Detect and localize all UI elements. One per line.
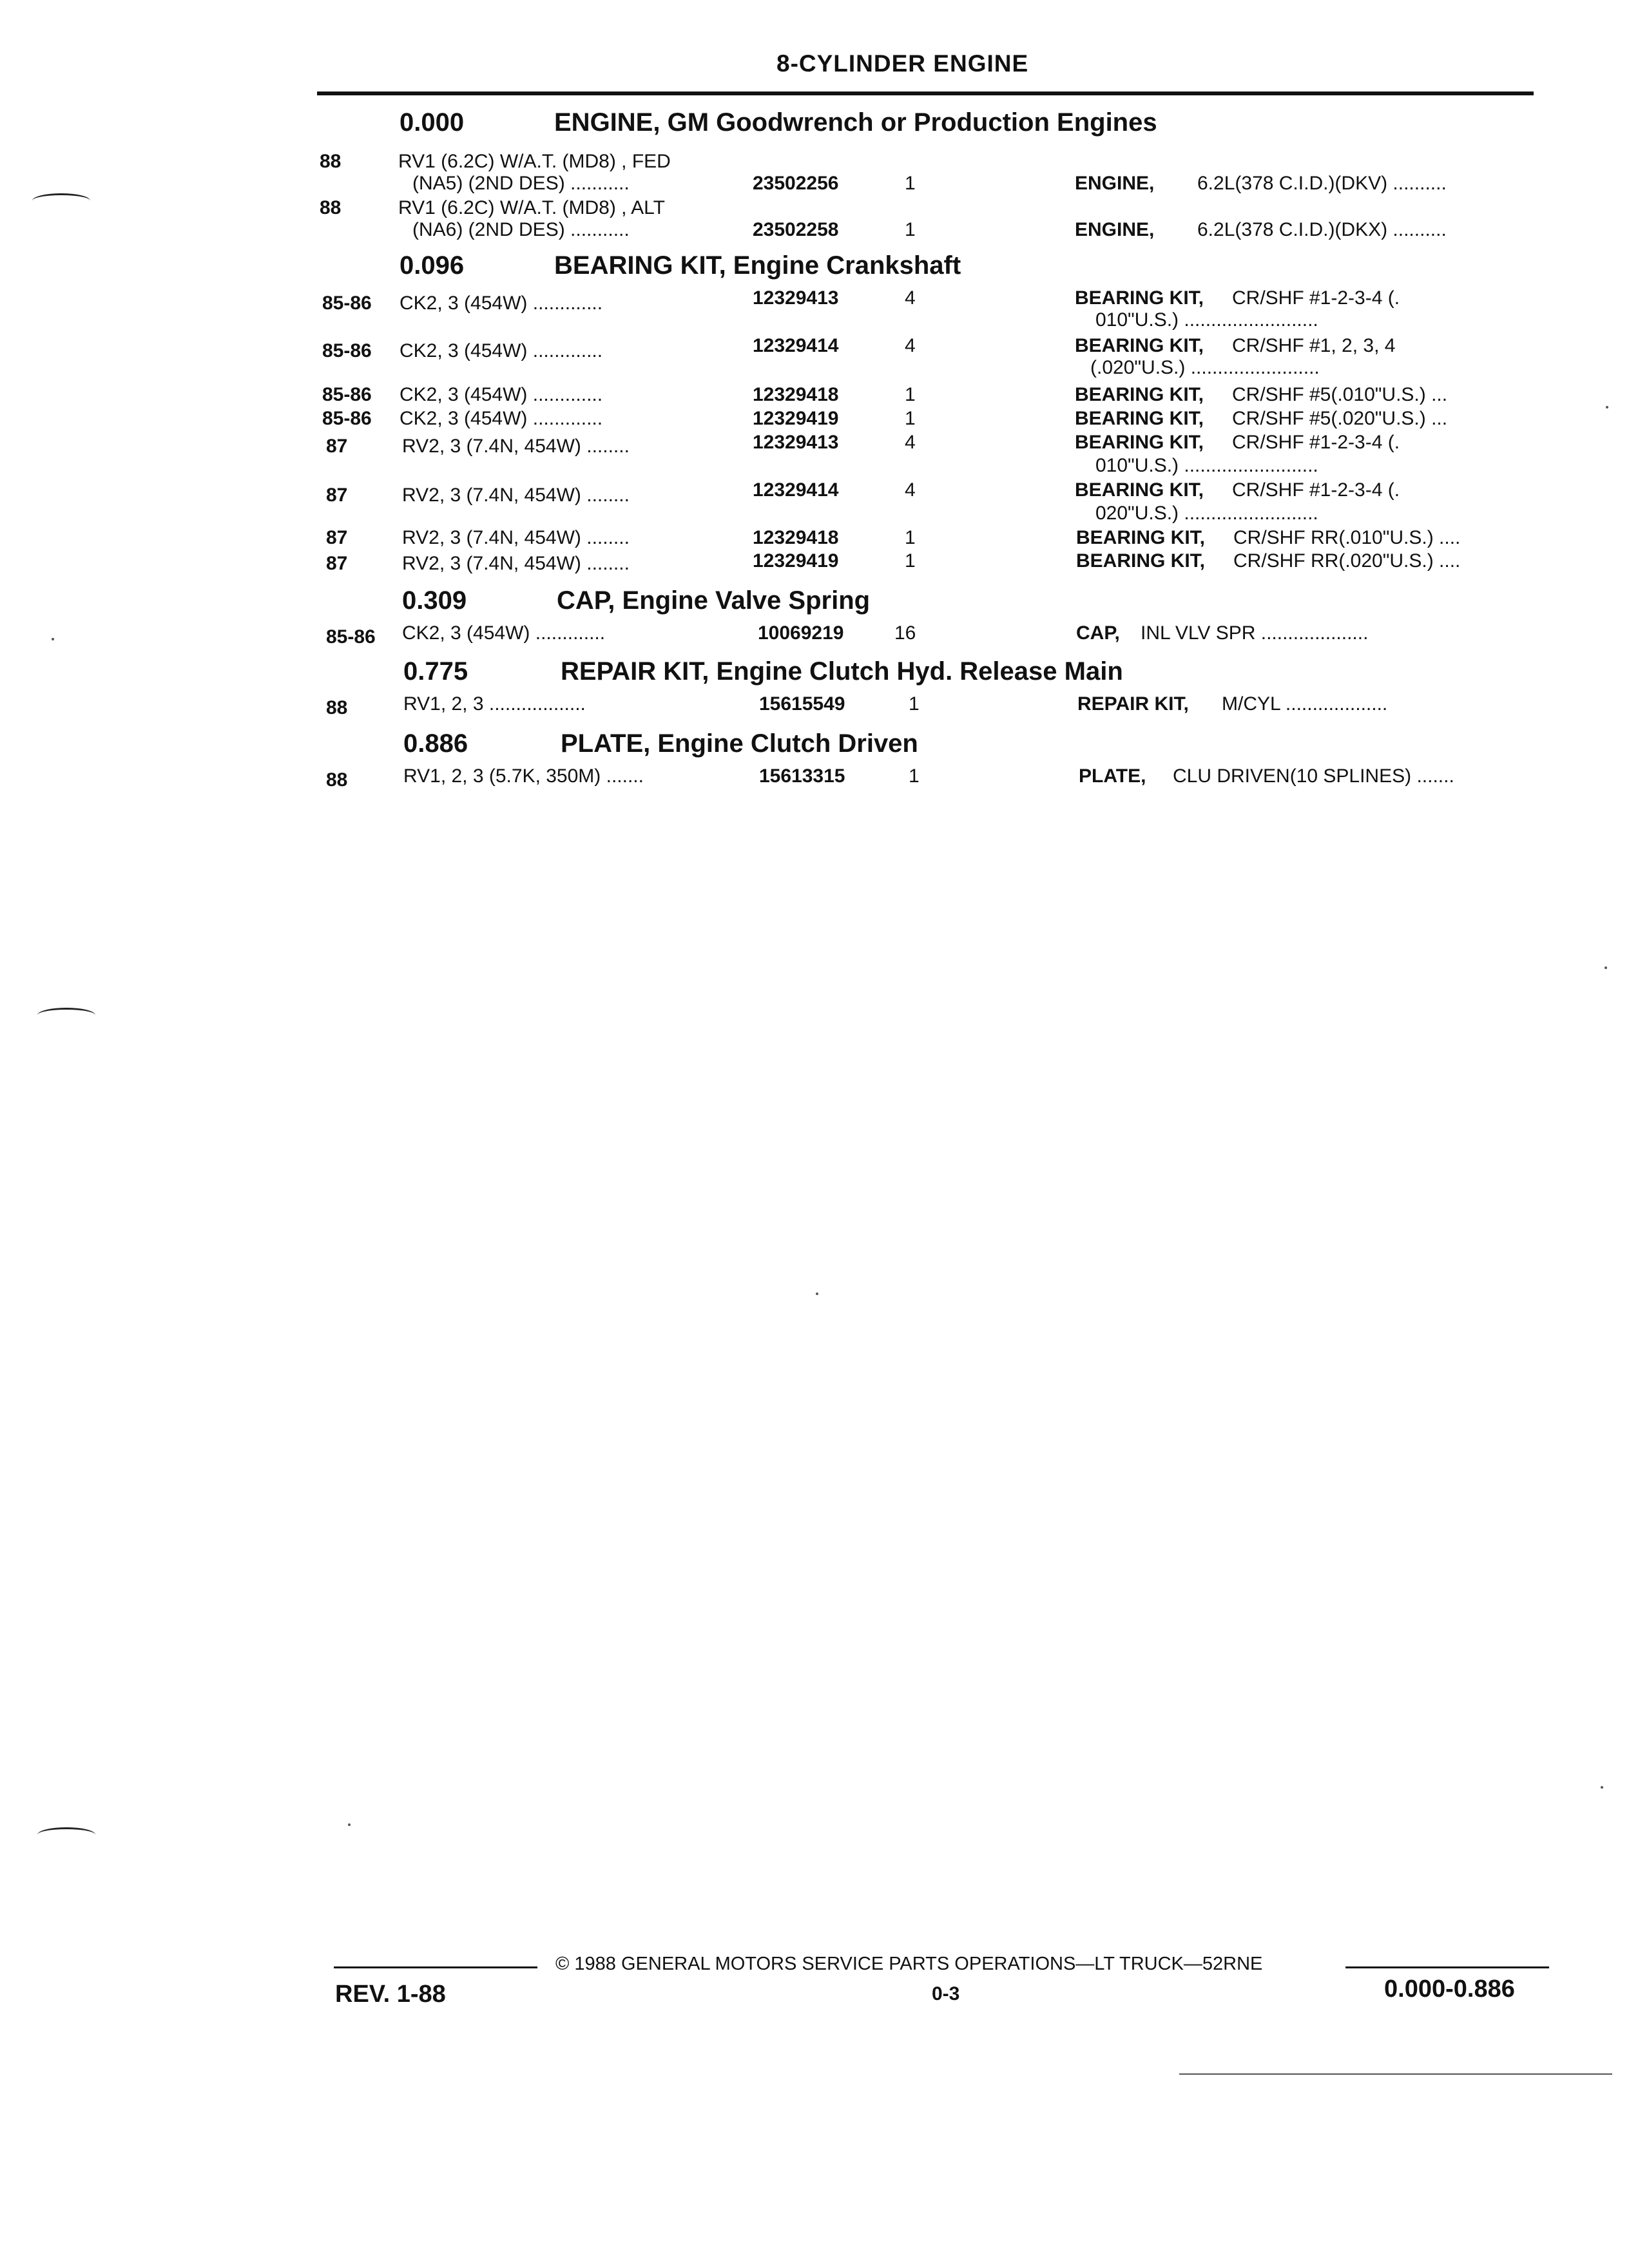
year-cell: 87	[326, 436, 348, 457]
desc-detail-cont: (.020"U.S.) ........................	[1090, 357, 1320, 378]
year-cell: 88	[326, 769, 348, 791]
binder-hole-mark	[37, 1827, 95, 1842]
table-row	[0, 527, 1629, 553]
year-cell: 85-86	[322, 408, 372, 429]
section-number: 0.000	[400, 108, 465, 137]
desc-name: BEARING KIT,	[1075, 432, 1204, 453]
footer-rule-left	[334, 1966, 537, 1968]
desc-name: BEARING KIT,	[1075, 384, 1204, 405]
desc-name: ENGINE,	[1075, 173, 1155, 194]
model-cell: RV2, 3 (7.4N, 454W) ........	[402, 553, 630, 574]
section-title: PLATE, Engine Clutch Driven	[561, 729, 918, 758]
desc-detail: CR/SHF #1-2-3-4 (.	[1232, 479, 1400, 501]
desc-name: CAP,	[1076, 622, 1120, 644]
desc-detail: CR/SHF #1-2-3-4 (.	[1232, 432, 1400, 453]
scan-edge-line	[1179, 2073, 1612, 2075]
desc-detail: INL VLV SPR ....................	[1141, 622, 1369, 644]
desc-detail: 6.2L(378 C.I.D.)(DKV) ..........	[1197, 173, 1447, 194]
desc-name: BEARING KIT,	[1076, 550, 1206, 572]
qty-cell: 1	[905, 550, 916, 572]
desc-detail: 6.2L(378 C.I.D.)(DKX) ..........	[1197, 219, 1447, 240]
page-range: 0.000-0.886	[1384, 1975, 1515, 2003]
binder-hole-mark	[32, 193, 90, 208]
model-cell: RV1 (6.2C) W/A.T. (MD8) , ALT	[398, 197, 665, 218]
part-number: 12329419	[753, 408, 839, 429]
table-row	[0, 622, 1629, 648]
part-number: 12329418	[753, 384, 839, 405]
year-cell: 87	[326, 527, 348, 548]
qty-cell: 1	[909, 693, 920, 715]
part-number: 12329413	[753, 287, 839, 309]
desc-name: REPAIR KIT,	[1077, 693, 1189, 715]
qty-cell: 16	[894, 622, 916, 644]
qty-cell: 4	[905, 335, 916, 356]
model-cell: CK2, 3 (454W) .............	[400, 340, 603, 361]
desc-detail: CR/SHF RR(.010"U.S.) ....	[1233, 527, 1461, 548]
section-number: 0.096	[400, 251, 465, 280]
qty-cell: 1	[905, 527, 916, 548]
part-number: 12329418	[753, 527, 839, 548]
section-number: 0.775	[403, 657, 468, 686]
scan-speck	[1601, 1786, 1603, 1789]
table-row	[0, 550, 1629, 576]
desc-name: ENGINE,	[1075, 219, 1155, 240]
page-number: 0-3	[932, 1983, 960, 2004]
table-row	[0, 479, 1629, 524]
qty-cell: 4	[905, 432, 916, 453]
desc-detail: CLU DRIVEN(10 SPLINES) .......	[1173, 765, 1454, 787]
desc-detail: CR/SHF #1, 2, 3, 4	[1232, 335, 1396, 356]
model-cell: RV2, 3 (7.4N, 454W) ........	[402, 485, 630, 506]
year-cell: 88	[326, 697, 348, 718]
year-cell: 87	[326, 485, 348, 506]
table-row	[0, 384, 1629, 410]
model-cell-cont: (NA5) (2ND DES) ...........	[412, 173, 630, 194]
model-cell: RV1 (6.2C) W/A.T. (MD8) , FED	[398, 151, 671, 172]
desc-detail: M/CYL ...................	[1222, 693, 1388, 715]
year-cell: 85-86	[322, 293, 372, 314]
qty-cell: 1	[905, 408, 916, 429]
model-cell: CK2, 3 (454W) .............	[400, 293, 603, 314]
table-row	[0, 197, 1629, 240]
year-cell: 87	[326, 553, 348, 574]
desc-name: BEARING KIT,	[1075, 287, 1204, 309]
section-title: CAP, Engine Valve Spring	[557, 586, 871, 615]
desc-detail-cont: 010"U.S.) .........................	[1095, 309, 1318, 331]
part-number: 12329413	[753, 432, 839, 453]
table-row	[0, 408, 1629, 434]
year-cell: 88	[320, 197, 342, 218]
part-number: 15615549	[759, 693, 845, 715]
section-title: BEARING KIT, Engine Crankshaft	[554, 251, 961, 280]
part-number: 23502258	[753, 219, 839, 240]
year-cell: 85-86	[322, 384, 372, 405]
year-cell: 85-86	[326, 626, 376, 648]
qty-cell: 1	[905, 173, 916, 194]
binder-hole-mark	[37, 1008, 95, 1023]
year-cell: 88	[320, 151, 342, 172]
desc-detail: CR/SHF #5(.010"U.S.) ...	[1232, 384, 1448, 405]
scan-speck	[1605, 966, 1607, 969]
table-row	[0, 432, 1629, 476]
desc-name: BEARING KIT,	[1075, 335, 1204, 356]
desc-detail: CR/SHF RR(.020"U.S.) ....	[1233, 550, 1461, 572]
desc-name: BEARING KIT,	[1075, 479, 1204, 501]
desc-name: BEARING KIT,	[1076, 527, 1206, 548]
table-row	[0, 765, 1629, 791]
qty-cell: 1	[909, 765, 920, 787]
model-cell: CK2, 3 (454W) .............	[402, 622, 606, 644]
footer-rule-right	[1345, 1966, 1549, 1968]
page-title: 8-CYLINDER ENGINE	[776, 50, 1029, 77]
desc-detail-cont: 020"U.S.) .........................	[1095, 503, 1318, 524]
year-cell: 85-86	[322, 340, 372, 361]
model-cell: RV1, 2, 3 (5.7K, 350M) .......	[403, 765, 644, 787]
section-title: REPAIR KIT, Engine Clutch Hyd. Release Main	[561, 657, 1123, 686]
table-row	[0, 151, 1629, 194]
desc-detail: CR/SHF #5(.020"U.S.) ...	[1232, 408, 1448, 429]
model-cell: CK2, 3 (454W) .............	[400, 384, 603, 405]
title-rule	[317, 91, 1534, 95]
scan-speck	[52, 638, 54, 640]
section-number: 0.886	[403, 729, 468, 758]
part-number: 23502256	[753, 173, 839, 194]
qty-cell: 1	[905, 219, 916, 240]
table-row	[0, 335, 1629, 378]
part-number: 12329419	[753, 550, 839, 572]
desc-name: BEARING KIT,	[1075, 408, 1204, 429]
desc-detail: CR/SHF #1-2-3-4 (.	[1232, 287, 1400, 309]
scan-speck	[348, 1823, 351, 1826]
qty-cell: 1	[905, 384, 916, 405]
scan-speck	[816, 1293, 818, 1295]
model-cell: RV2, 3 (7.4N, 454W) ........	[402, 527, 630, 548]
desc-name: PLATE,	[1079, 765, 1146, 787]
part-number: 12329414	[753, 335, 839, 356]
revision-label: REV. 1-88	[335, 1981, 446, 2008]
scan-speck	[1606, 406, 1608, 408]
model-cell: CK2, 3 (454W) .............	[400, 408, 603, 429]
part-number: 10069219	[758, 622, 844, 644]
section-number: 0.309	[402, 586, 467, 615]
copyright-line: © 1988 GENERAL MOTORS SERVICE PARTS OPERATIONS—LT TRUCK—52RNE	[555, 1954, 1263, 1974]
table-row	[0, 693, 1629, 719]
model-cell: RV1, 2, 3 ..................	[403, 693, 586, 715]
table-row	[0, 287, 1629, 331]
qty-cell: 4	[905, 479, 916, 501]
model-cell-cont: (NA6) (2ND DES) ...........	[412, 219, 630, 240]
desc-detail-cont: 010"U.S.) .........................	[1095, 455, 1318, 476]
part-number: 15613315	[759, 765, 845, 787]
qty-cell: 4	[905, 287, 916, 309]
part-number: 12329414	[753, 479, 839, 501]
model-cell: RV2, 3 (7.4N, 454W) ........	[402, 436, 630, 457]
section-title: ENGINE, GM Goodwrench or Production Engines	[554, 108, 1157, 137]
